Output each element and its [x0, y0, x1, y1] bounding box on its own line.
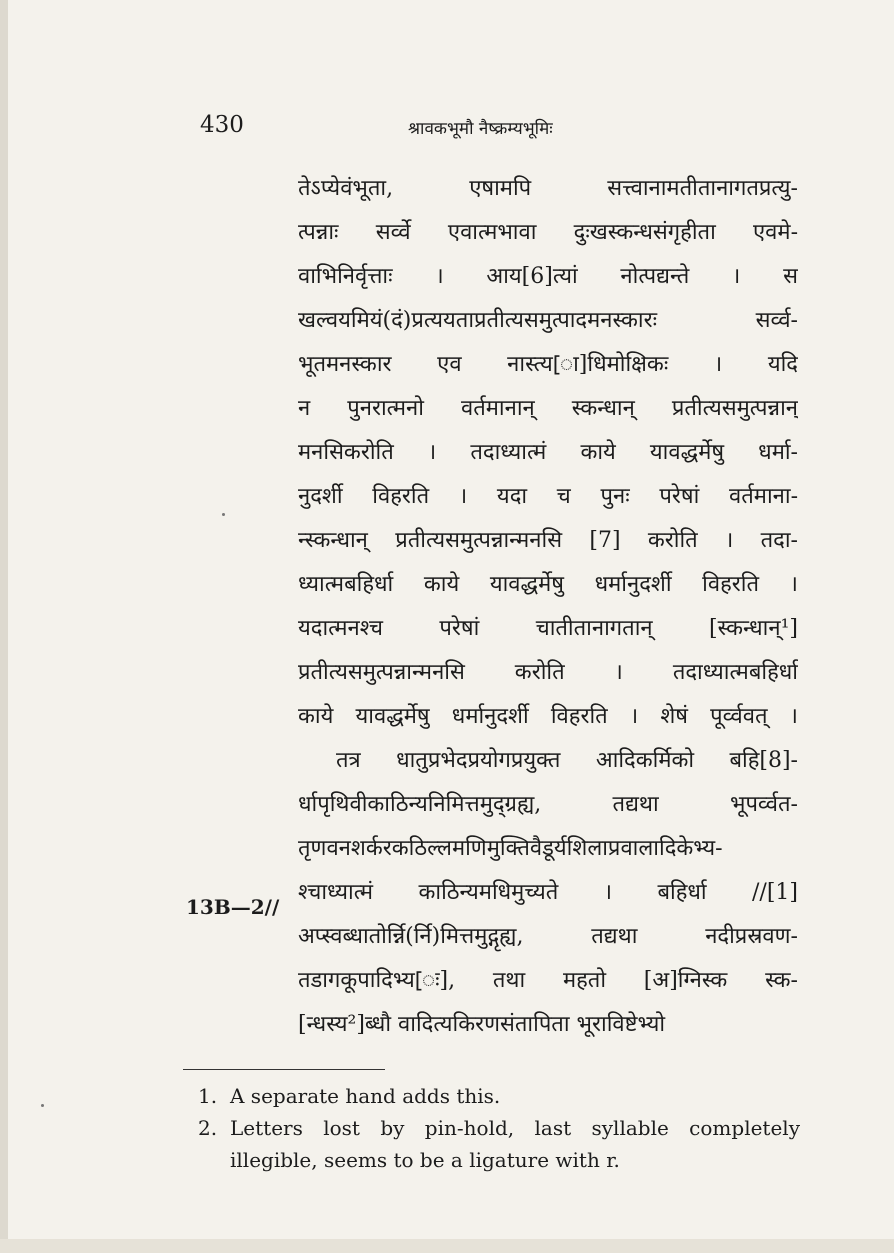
page-bottom-edge: [0, 1239, 894, 1253]
text-line: मनसिकरोति । तदाध्यात्मं काये यावद्धर्मेषु धर्मा-: [298, 440, 798, 465]
text-line: तृणवनशर्करकठिल्लमणिमुक्तिवैडूर्यशिलाप्रवालादिकेभ्य-: [298, 836, 723, 861]
manuscript-folio-marker: 13B—2//: [186, 895, 280, 919]
text-line: प्रतीत्यसमुत्पन्नान्मनसि करोति । तदाध्यात्मबहिर्धा: [298, 660, 798, 685]
text-line: त्पन्नाः सर्व्वे एवात्मभावा दुःखस्कन्धसंगृहीता एवमे-: [298, 220, 798, 245]
text-line: न्स्कन्धान् प्रतीत्यसमुत्पन्नान्मनसि [7] करोति । तदा-: [298, 528, 798, 553]
footnote-text: A separate hand adds this.: [230, 1084, 501, 1108]
text-line: ध्यात्मबहिर्धा काये यावद्धर्मेषु धर्मानुदर्शी विहरति ।: [298, 572, 798, 597]
text-line: तेऽप्येवंभूता, एषामपि सत्त्वानामतीतानागतप्रत्यु-: [298, 176, 798, 201]
page-left-edge: [0, 0, 8, 1253]
text-line: अप्स्वब्धातोर्न्नि(र्नि)मित्तमुद्गृह्य, तद्यथा नदीप्रस्रवण-: [298, 924, 798, 949]
text-line: वाभिनिर्वृत्ताः । आय[6]त्यां नोत्पद्यन्ते । स: [298, 264, 798, 289]
text-line: तत्र धातुप्रभेदप्रयोगप्रयुक्त आदिकर्मिको बहि[8]-: [336, 748, 798, 773]
footnote-number: 2.: [198, 1116, 218, 1140]
text-line: तडागकूपादिभ्य[ः], तथा महतो [अ]ग्निस्क स्क-: [298, 968, 798, 993]
footnote-number: 1.: [198, 1084, 218, 1108]
footnotes: [198, 1080, 800, 1176]
text-line: खल्वयमियं(दं)प्रत्ययताप्रतीत्यसमुत्पादमनस्कारः सर्व्व-: [298, 308, 798, 333]
text-line: काये यावद्धर्मेषु धर्मानुदर्शी विहरति । शेषं पूर्व्ववत् ।: [298, 704, 798, 729]
text-line: र्धापृथिवीकाठिन्यनिमित्तमुद्ग्रह्य, तद्यथा भूपर्व्वत-: [298, 792, 798, 817]
footnote-text: Letters lost by pin-hold, last syllable completely illegible, seems to be a ligature with r.: [230, 1116, 800, 1172]
footnote: [198, 1112, 800, 1176]
footnote: [198, 1080, 800, 1112]
page-number: 430: [200, 112, 244, 138]
running-title: श्रावकभूमौ नैष्क्रम्यभूमिः: [408, 119, 553, 139]
text-line: न पुनरात्मनो वर्तमानान् स्कन्धान् प्रतीत्यसमुत्पन्नान्: [298, 396, 798, 421]
footnote-rule: [183, 1069, 385, 1070]
sanskrit-body-text: [298, 167, 798, 1047]
paper-speck: [222, 513, 225, 516]
text-line: श्चाध्यात्मं काठिन्यमधिमुच्यते । बहिर्धा //[1]: [298, 880, 798, 905]
text-line: भूतमनस्कार एव नास्त्य[ा]धिमोक्षिकः । यदि: [298, 352, 798, 377]
text-line: नुदर्शी विहरति । यदा च पुनः परेषां वर्तमाना-: [298, 484, 798, 509]
text-line: यदात्मनश्च परेषां चातीतानागतान् [स्कन्धान्¹]: [298, 616, 798, 641]
text-line: [न्धस्य²]ब्धौ वादित्यकिरणसंतापिता भूराविष्टेभ्यो: [298, 1012, 666, 1037]
paper-speck: [41, 1104, 44, 1107]
